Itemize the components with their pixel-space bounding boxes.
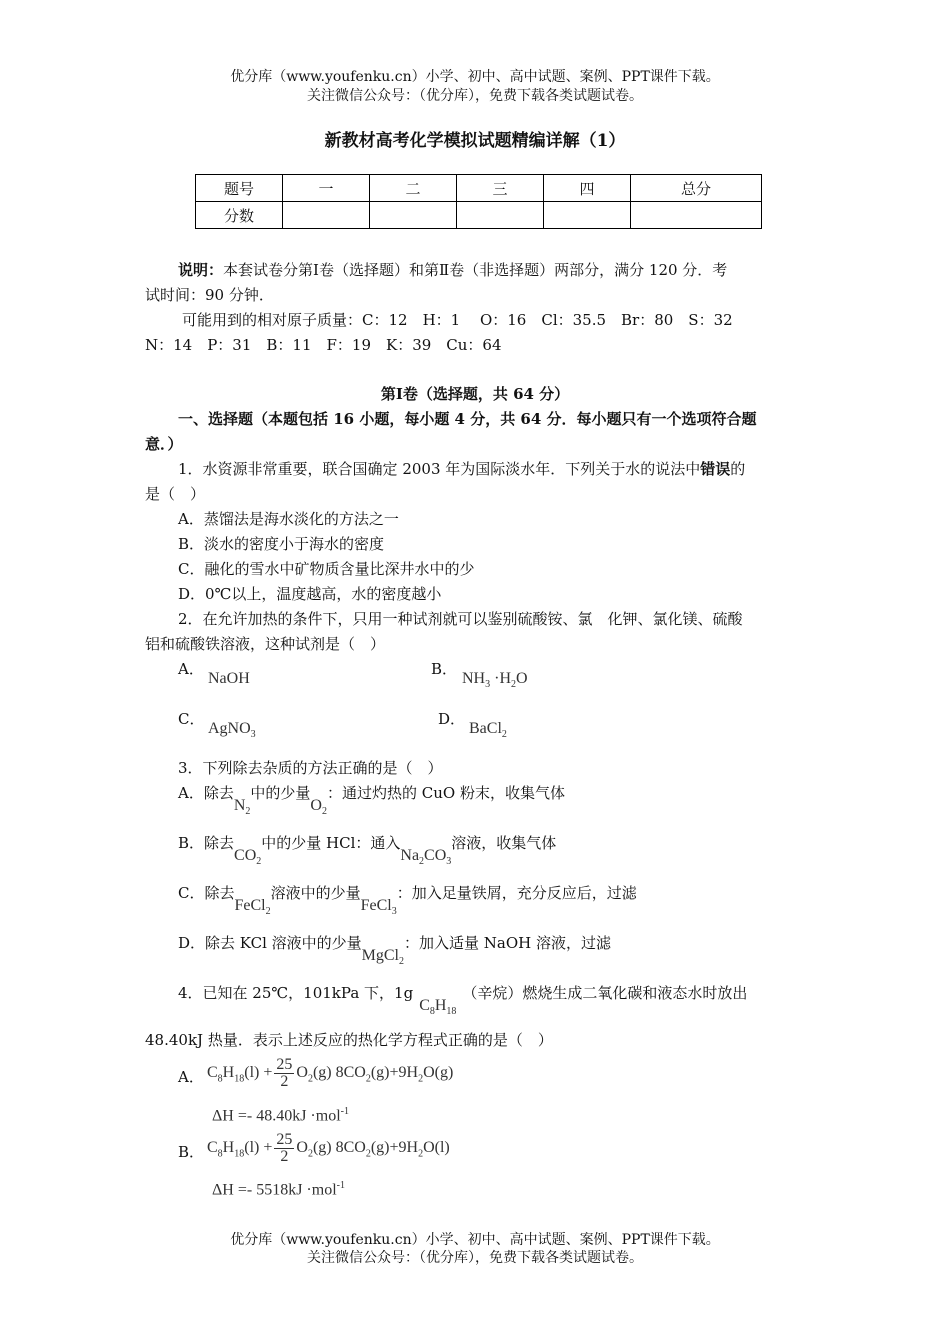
page-footer-line2: 关注微信公众号：（优分库），免费下载各类试题试卷。 (307, 1250, 643, 1266)
score-cell: 总分 (631, 175, 762, 202)
formula-sub: 3 (446, 856, 452, 868)
formula-part: C (207, 1139, 218, 1157)
formula-part: ·H (490, 670, 511, 687)
q2-option-b-label: B． (431, 660, 458, 678)
formula-sub: 2 (307, 1073, 313, 1085)
q2-option-a-label: A． (178, 660, 204, 678)
q3-option-d[interactable] (178, 932, 611, 968)
q4-option-a[interactable] (178, 1066, 204, 1087)
formula-part: Na (400, 847, 420, 864)
formula-part: H (222, 1064, 235, 1082)
q4-option-b-enthalpy (212, 1180, 345, 1199)
formula-part: BaCl (469, 720, 502, 737)
fraction-denominator: 2 (280, 1148, 289, 1165)
q3-c-formula1 (234, 897, 271, 918)
q4-option-b-label: B． (178, 1143, 205, 1161)
atomic-masses-line1: 可能用到的相对原子质量：C：12 H：1 O：16 Cl：35.5 Br：80 S：32 (182, 311, 733, 329)
score-blank[interactable] (370, 202, 457, 229)
page-header-line2: 关注微信公众号：（优分库），免费下载各类试题试卷。 (307, 88, 643, 104)
formula-sub: 2 (399, 956, 404, 968)
q4-option-a-label: A． (178, 1068, 204, 1086)
score-blank[interactable] (283, 202, 370, 229)
q3-c-formula2 (360, 897, 397, 918)
atomic-masses-line2: N：14 P：31 B：11 F：19 K：39 Cu：64 (145, 336, 502, 354)
formula-sub: 3 (391, 906, 397, 918)
q2-stem-line1: 2．在允许加热的条件下，只用一种试剂就可以鉴别硫酸铵、氯 化钾、氯化镁、硫酸 (178, 610, 743, 628)
q2-option-c[interactable] (178, 708, 204, 729)
page-footer-line1: 优分库（www.youfenku.cn）小学、初中、高中试题、案例、PPT课件下载。 (230, 1232, 720, 1248)
formula-part: + (389, 1139, 399, 1157)
q2-option-c-label: C． (178, 710, 205, 728)
formula-part: C (419, 997, 430, 1014)
formula-part: O (423, 1139, 435, 1157)
q1-option-d[interactable]: D．0℃以上，温度越高，水的密度越小 (178, 585, 442, 603)
q3-b-formula1 (234, 847, 262, 868)
formula-part: (g) (370, 1139, 390, 1157)
formula-sub: 2 (418, 1148, 424, 1160)
formula-part: FeCl (360, 897, 392, 914)
formula-sub: 2 (245, 806, 251, 818)
score-table-score-row (196, 202, 762, 229)
formula-part: 9H (398, 1064, 419, 1082)
q3-c-text: 溶液中的少量 (270, 884, 361, 902)
formula-part: (l) (434, 1139, 450, 1157)
score-blank[interactable] (631, 202, 762, 229)
q2-option-b[interactable] (431, 658, 457, 679)
formula-part: (l) (244, 1064, 260, 1082)
score-cell: 二 (370, 175, 457, 202)
formula-part: 9H (398, 1139, 419, 1157)
q2-option-b-formula (462, 670, 528, 690)
q4-option-a-equation (207, 1057, 453, 1090)
q3-b-text: B．除去 (178, 834, 235, 852)
formula-part: O (296, 1139, 308, 1157)
formula-sub: 2 (256, 856, 262, 868)
score-table (195, 174, 762, 229)
formula-part: (g) (312, 1064, 332, 1082)
q3-option-b[interactable] (178, 832, 557, 868)
formula-part: AgNO (208, 720, 251, 737)
formula-part: CO (234, 847, 257, 864)
formula-sub: 3 (250, 729, 256, 741)
formula-part: + (263, 1064, 273, 1082)
q4-option-b[interactable] (178, 1141, 204, 1162)
formula-part: + (389, 1064, 399, 1082)
score-cell: 三 (457, 175, 544, 202)
formula-sub: 2 (321, 806, 327, 818)
formula-sub: 2 (365, 1073, 371, 1085)
formula-sup: -1 (340, 1106, 349, 1117)
formula-part: N (233, 797, 246, 814)
q2-option-c-formula (208, 720, 256, 740)
q3-d-formula (361, 947, 404, 968)
formula-sub: 8 (217, 1148, 223, 1160)
q4-stem-line2: 48.40kJ 热量．表示上述反应的热化学方程式正确的是（ ） (145, 1031, 553, 1049)
q2-stem-line2: 铝和硫酸铁溶液，这种试剂是（ ） (145, 635, 386, 653)
q3-b-formula2 (400, 847, 452, 868)
q3-b-text: 中的少量 HCl：通入 (261, 834, 401, 852)
formula-part: (l) (244, 1139, 260, 1157)
q3-a-text: A．除去 (178, 784, 234, 802)
formula-sub: 8 (429, 1006, 435, 1018)
q3-option-c[interactable] (178, 882, 637, 918)
formula-part: ΔH =- 5518kJ ·mol (212, 1181, 337, 1199)
formula-part: MgCl (361, 947, 399, 964)
q2-option-a[interactable] (178, 658, 204, 679)
formula-part: CO (424, 847, 447, 864)
q1-stem-a: 1．水资源非常重要，联合国确定 2003 年为国际淡水年．下列关于水的说法中 (178, 460, 701, 478)
q4-stem-formula (419, 997, 457, 1018)
formula-part: O (423, 1064, 435, 1082)
formula-part: 8CO (335, 1064, 366, 1082)
formula-part: C (207, 1064, 218, 1082)
fraction-numerator: 25 (276, 1056, 293, 1073)
q4-stem-line1 (178, 982, 748, 1018)
score-cell: 四 (544, 175, 631, 202)
intro-text1: 本套试卷分第Ⅰ卷（选择题）和第Ⅱ卷（非选择题）两部分，满分 120 分．考 (223, 261, 728, 279)
page-header-line1: 优分库（www.youfenku.cn）小学、初中、高中试题、案例、PPT课件下载。 (230, 69, 720, 85)
score-blank[interactable] (544, 202, 631, 229)
formula-sub: 8 (217, 1073, 223, 1085)
q1-option-c[interactable]: C．融化的雪水中矿物质含量比深井水中的少 (178, 560, 475, 578)
formula-part: O (310, 797, 322, 814)
formula-sub: 2 (501, 729, 507, 741)
formula-part: O (296, 1064, 308, 1082)
formula-sub: 2 (265, 906, 271, 918)
page-title: 新教材高考化学模拟试题精编详解（1） (324, 131, 626, 151)
formula-part: (g) (370, 1064, 390, 1082)
part1-title: 第Ⅰ卷（选择题，共 64 分） (380, 385, 570, 403)
q3-a-formula1 (233, 797, 251, 818)
q3-d-text: ：加入适量 NaOH 溶液，过滤 (404, 934, 611, 952)
formula-sub: 18 (234, 1073, 245, 1085)
q3-a-text: 中的少量 (250, 784, 311, 802)
q2-option-d-label: D． (438, 710, 466, 728)
formula-sub: 18 (446, 1006, 457, 1018)
formula-part: (g) (312, 1139, 332, 1157)
q1-option-a[interactable]: A．蒸馏法是海水淡化的方法之一 (178, 510, 399, 528)
formula-part: O (516, 670, 528, 687)
formula-sub: 2 (419, 856, 425, 868)
formula-sub: 18 (234, 1148, 245, 1160)
q1-stem-bold: 错误 (700, 460, 731, 478)
formula-part: FeCl (234, 897, 266, 914)
q2-option-a-formula: NaOH (208, 670, 250, 687)
formula-part: H (434, 997, 447, 1014)
formula-sub: 3 (485, 679, 491, 691)
intro-line2: 试时间：90 分钟． (145, 286, 274, 304)
q3-a-formula2 (310, 797, 327, 818)
fraction (274, 1057, 294, 1090)
formula-sub: 2 (307, 1148, 313, 1160)
q1-stem-line1 (178, 457, 843, 481)
formula-part: (g) (434, 1064, 454, 1082)
q1-stem-b: 的 (730, 460, 746, 478)
q3-option-a[interactable] (178, 782, 565, 818)
fraction-numerator: 25 (276, 1131, 293, 1148)
score-table-header-row (196, 175, 762, 202)
q4-stem-text: 4．已知在 25℃，101kPa 下，1g (178, 984, 414, 1002)
q3-d-text: D．除去 KCl 溶液中的少量 (178, 934, 362, 952)
q3-c-text: ：加入足量铁屑，充分反应后，过滤 (396, 884, 637, 902)
q3-stem: 3．下列除去杂质的方法正确的是（ ） (178, 759, 443, 777)
formula-sub: 2 (365, 1148, 371, 1160)
q1-option-b[interactable]: B．淡水的密度小于海水的密度 (178, 535, 385, 553)
formula-part: + (263, 1139, 273, 1157)
formula-part: H (222, 1139, 235, 1157)
q3-c-text: C．除去 (178, 884, 235, 902)
fraction-denominator: 2 (280, 1073, 289, 1090)
q2-option-d-formula (469, 720, 507, 740)
score-blank[interactable] (457, 202, 544, 229)
intro-line1 (178, 258, 843, 282)
formula-part: ΔH =- 48.40kJ ·mol (212, 1107, 341, 1125)
score-cell: 一 (283, 175, 370, 202)
q3-a-text: ：通过灼热的 CuO 粉末，收集气体 (326, 784, 565, 802)
formula-part: NH (462, 670, 486, 687)
q1-stem-line2: 是（ ） (145, 485, 206, 503)
formula-part: 8CO (335, 1139, 366, 1157)
section1-line2: 意．） (145, 435, 183, 453)
intro-label: 说明： (178, 261, 224, 279)
score-cell: 题号 (196, 175, 283, 202)
score-label: 分数 (196, 202, 283, 229)
section1-line1: 一、选择题（本题包括 16 小题，每小题 4 分，共 64 分．每小题只有一个选项符合题 (178, 410, 757, 428)
formula-sub: 2 (418, 1073, 424, 1085)
formula-sup: -1 (336, 1180, 345, 1191)
q4-stem-text: （辛烷）燃烧生成二氧化碳和液态水时放出 (462, 984, 748, 1002)
formula-sub: 2 (511, 679, 516, 691)
q4-option-a-enthalpy (212, 1106, 349, 1125)
q4-option-b-equation (207, 1132, 450, 1165)
q2-option-d[interactable] (438, 708, 465, 729)
q3-b-text: 溶液，收集气体 (451, 834, 557, 852)
fraction (274, 1132, 294, 1165)
